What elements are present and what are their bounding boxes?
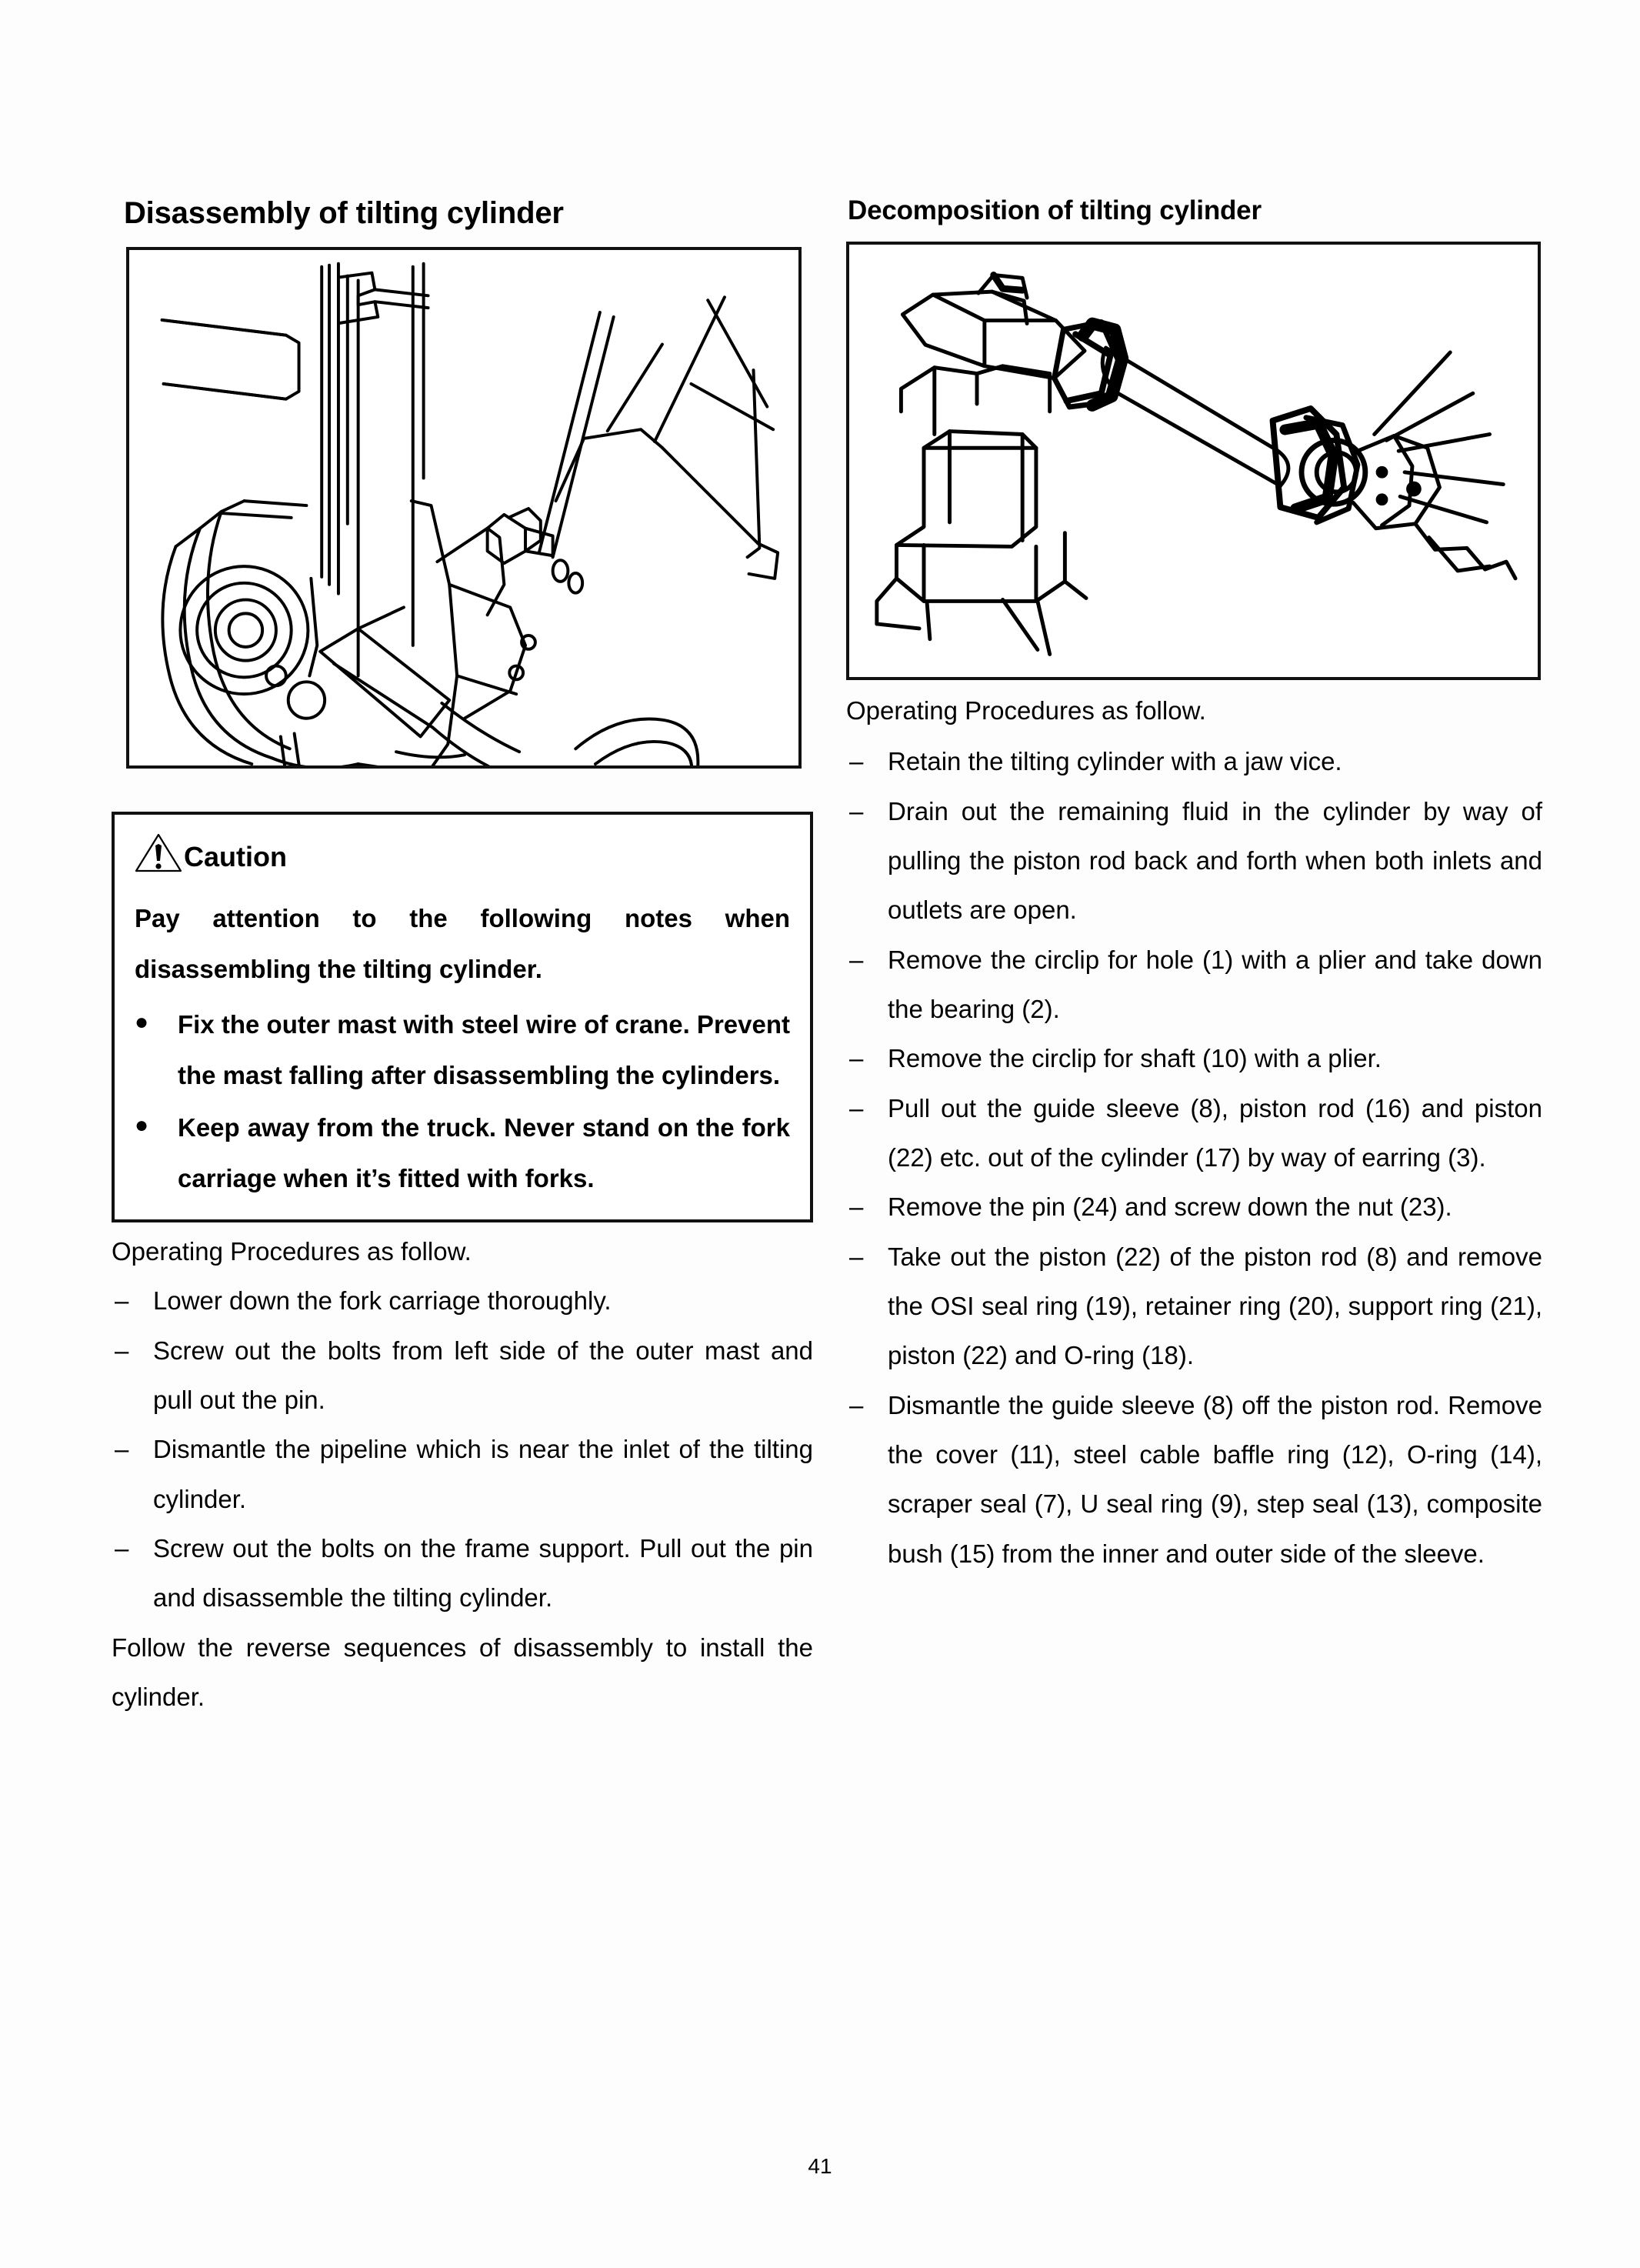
caution-bullet-text: Fix the outer mast with steel wire of crane. Prevent the mast falling after disassembling the cylinders. [178,1010,790,1089]
left-section-heading: Disassembly of tilting cylinder [124,196,564,230]
warning-triangle-icon [135,832,182,873]
dash-marker-icon: – [849,1192,864,1222]
procedure-item [846,1381,1542,1579]
tilting-cylinder-exploded-illustration [849,245,1538,677]
procedure-item [112,1326,813,1426]
procedure-item [112,1524,813,1623]
left-column [112,196,813,1722]
procedure-item [846,787,1542,936]
caution-bullet-item [135,999,790,1101]
bullet-marker-icon: ● [135,1009,149,1035]
right-column [846,196,1542,1579]
procedure-item [846,737,1542,786]
right-procedures-lead: Operating Procedures as follow. [846,695,1206,725]
dash-marker-icon: – [115,1435,129,1464]
left-closing-text: Follow the reverse sequences of disassembly to install the cylinder. [112,1633,813,1712]
dash-marker-icon: – [115,1336,129,1365]
caution-bullet-item [135,1102,790,1204]
dash-marker-icon: – [849,945,864,974]
caution-header [135,832,790,873]
procedure-text: Remove the circlip for hole (1) with a plier and take down the bearing (2). [888,945,1542,1024]
dash-marker-icon: – [849,1044,864,1073]
procedure-text: Remove the circlip for shaft (10) with a plier. [888,1044,1382,1073]
dash-marker-icon: – [115,1534,129,1563]
procedure-item [846,1182,1542,1232]
tilting-cylinder-on-truck-figure [126,247,802,769]
procedure-text: Remove the pin (24) and screw down the nut (23). [888,1192,1452,1222]
dash-marker-icon: – [849,1242,864,1271]
caution-bullet-text: Keep away from the truck. Never stand on the fork carriage when it’s fitted with forks. [178,1113,790,1192]
caution-title: Caution [184,841,287,872]
caution-box [112,812,813,1222]
dash-marker-icon: – [115,1286,129,1316]
dash-marker-icon: – [849,747,864,776]
procedure-text: Pull out the guide sleeve (8), piston rod (16) and piston (22) etc. out of the cylinder (17) by way of earring (3). [888,1093,1542,1172]
procedure-text: Take out the piston (22) of the piston rod (8) and remove the OSI seal ring (19), retainer ring (20), support ring (21), piston (22) and O-ring (18). [888,1242,1542,1370]
procedure-item [846,1232,1542,1381]
tilting-cylinder-on-truck-illustration [129,250,798,765]
procedure-text: Dismantle the pipeline which is near the inlet of the tilting cylinder. [153,1435,813,1513]
procedure-text: Drain out the remaining fluid in the cylinder by way of pulling the piston rod back and forth when both inlets and outlets are open. [888,796,1542,925]
procedure-text: Screw out the bolts on the frame support. Pull out the pin and disassemble the tilting cylinder. [153,1534,813,1613]
dash-marker-icon: – [849,796,864,825]
caution-bullet-list [135,999,790,1204]
bullet-marker-icon: ● [135,1112,149,1138]
procedure-text: Retain the tilting cylinder with a jaw vice. [888,747,1342,776]
procedure-text: Screw out the bolts from left side of the outer mast and pull out the pin. [153,1336,813,1415]
procedure-text: Lower down the fork carriage thoroughly. [153,1286,612,1316]
left-procedures-list [112,1276,813,1623]
right-section-heading: Decomposition of tilting cylinder [848,195,1262,225]
caution-lead-text: Pay attention to the following notes when disassembling the tilting cylinder. [135,904,790,983]
dash-marker-icon: – [849,1093,864,1122]
procedure-item [846,936,1542,1035]
right-procedures-list [846,737,1542,1579]
tilting-cylinder-exploded-figure [846,242,1541,680]
procedure-item [846,1084,1542,1183]
procedure-item [112,1425,813,1524]
page-number: 41 [808,2154,832,2178]
left-procedures-lead: Operating Procedures as follow. [112,1237,472,1266]
procedure-item [112,1276,813,1326]
procedure-text: Dismantle the guide sleeve (8) off the piston rod. Remove the cover (11), steel cable baffle ring (12), O-ring (14), scraper seal (7), U seal ring (9), step seal (13), composite bush (15) from the inner and outer side of the sleeve. [888,1390,1542,1568]
procedure-item [846,1034,1542,1083]
dash-marker-icon: – [849,1390,864,1419]
